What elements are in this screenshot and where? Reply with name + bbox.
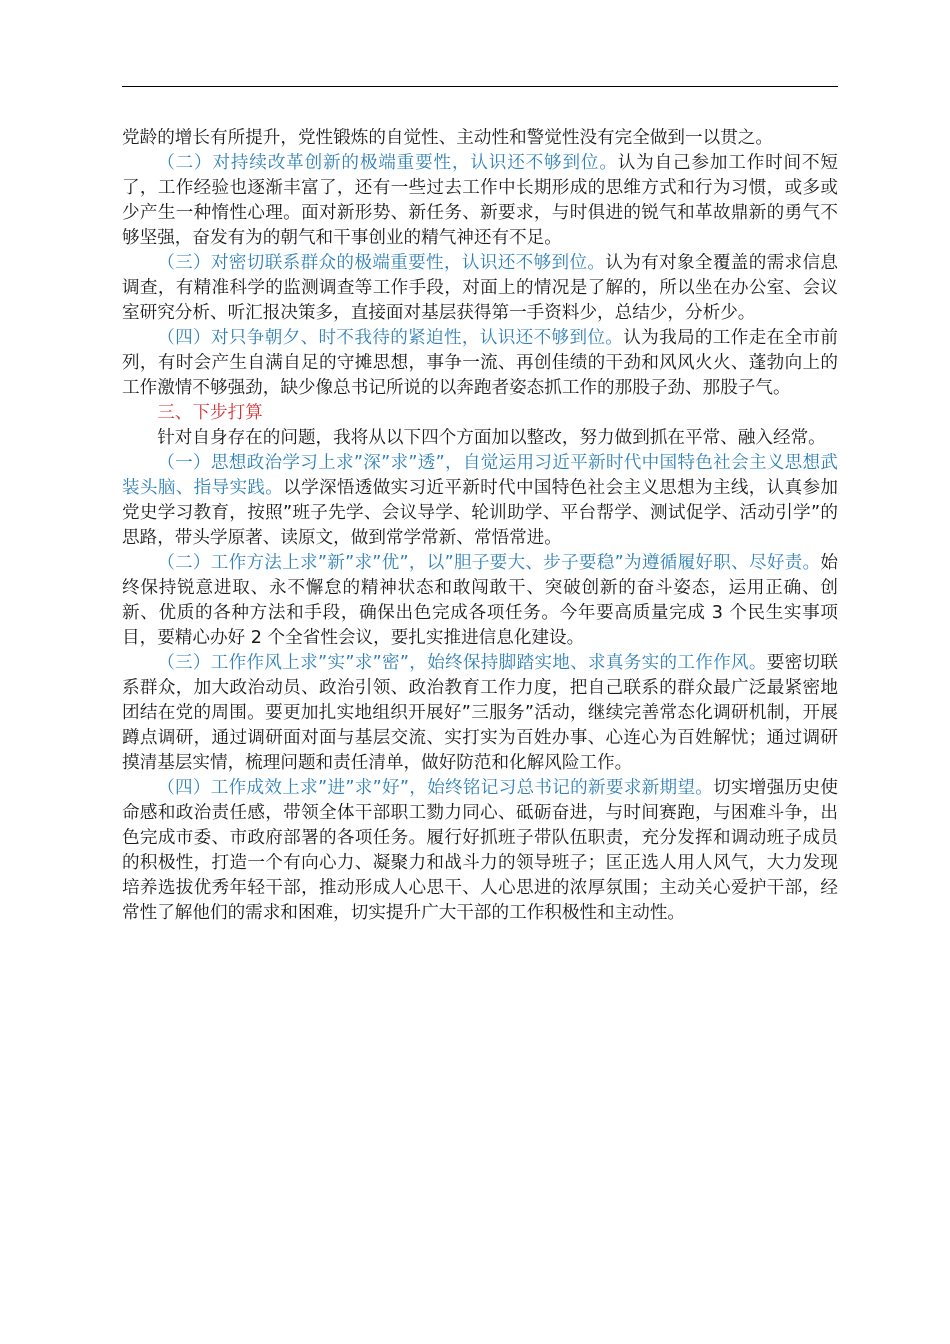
paragraph-text: 党龄的增长有所提升，党性锻炼的自觉性、主动性和警觉性没有完全做到一以贯之。	[122, 128, 773, 148]
paragraph-text: 认为有对象全覆盖的需求信息调查，有精准科学的监测调查等工作手段，对面上的情况是了解的，所以坐在办公室、会议室研究分析、听汇报决策多，直接面对基层获得第一手资料少，总结少，分析少。	[122, 253, 838, 323]
paragraph	[122, 151, 838, 251]
subheading: （一）思想政治学习上求”深”求”透”，自觉运用习近平新时代中国特色社会主义思想武装头脑、指导实践。	[122, 453, 838, 498]
document-body	[122, 126, 838, 926]
paragraph-text: 始终保持锐意进取、永不懈怠的精神状态和敢闯敢干、突破创新的奋斗姿态，运用正确、创新、优质的各种方法和手段，确保出色完成各项任务。今年要高质量完成 3 个民生实事项目，要精心办好 2 个全省性会议，要扎实推进信息化建设。	[122, 553, 838, 648]
subheading: （三）工作作风上求”实”求”密”，始终保持脚踏实地、求真务实的工作作风。	[157, 653, 767, 673]
paragraph	[122, 326, 838, 401]
paragraph	[122, 776, 838, 926]
paragraph	[122, 126, 838, 151]
subheading: （二）对持续改革创新的极端重要性，认识还不够到位。	[157, 153, 618, 173]
section-heading: 三、下步打算	[157, 403, 263, 423]
paragraph	[122, 651, 838, 776]
paragraph	[122, 426, 838, 451]
paragraph-text: 认为我局的工作走在全市前列，有时会产生自满自足的守摊思想，事争一流、再创佳绩的干劲和风风火火、蓬勃向上的工作激情不够强劲，缺少像总书记所说的以奔跑者姿态抓工作的那股子劲、那股子气。	[122, 328, 838, 398]
paragraph-text: 针对自身存在的问题，我将从以下四个方面加以整改，努力做到抓在平常、融入经常。	[157, 428, 826, 448]
paragraph-text: 切实增强历史使命感和政治责任感，带领全体干部职工勠力同心、砥砺奋进，与时间赛跑，与困难斗争，出色完成市委、市政府部署的各项任务。履行好抓班子带队伍职责，充分发挥和调动班子成员的积极性，打造一个有向心力、凝聚力和战斗力的领导班子；匡正选人用人风气，大力发现培养选拔优秀年轻干部，推动形成人心思干、人心思进的浓厚氛围；主动关心爱护干部，经常性了解他们的需求和困难，切实提升广大干部的工作积极性和主动性。	[122, 778, 838, 923]
paragraph	[122, 251, 838, 326]
paragraph-text: 要密切联系群众，加大政治动员、政治引领、政治教育工作力度，把自己联系的群众最广泛最紧密地团结在党的周围。要更加扎实地组织开展好”三服务”活动，继续完善常态化调研机制，开展蹲点调研，通过调研面对面与基层交流、实打实为百姓办事、心连心为百姓解忧；通过调研摸清基层实情，梳理问题和责任清单，做好防范和化解风险工作。	[122, 653, 838, 773]
subheading: （四）对只争朝夕、时不我待的紧迫性，认识还不够到位。	[157, 328, 624, 348]
subheading: （二）工作方法上求”新”求”优”，以”胆子要大、步子要稳”为遵循履好职、尽好责。	[157, 553, 821, 573]
paragraph	[122, 551, 838, 651]
paragraph-text: 认为自己参加工作时间不短了，工作经验也逐渐丰富了，还有一些过去工作中长期形成的思维方式和行为习惯，或多或少产生一种惰性心理。面对新形势、新任务、新要求，与时俱进的锐气和革故鼎新的勇气不够坚强，奋发有为的朝气和干事创业的精气神还有不足。	[122, 153, 838, 248]
paragraph-text: 以学深悟透做实习近平新时代中国特色社会主义思想为主线，认真参加党史学习教育，按照”班子先学、会议导学、轮训助学、平台帮学、测试促学、活动引学”的思路，带头学原著、读原文，做到常学常新、常悟常进。	[122, 478, 838, 548]
header-rule	[122, 86, 838, 87]
section-heading-paragraph	[122, 401, 838, 426]
subheading: （三）对密切联系群众的极端重要性，认识还不够到位。	[157, 253, 606, 273]
paragraph	[122, 451, 838, 551]
subheading: （四）工作成效上求”进”求”好”，始终铭记习总书记的新要求新期望。	[157, 778, 714, 798]
